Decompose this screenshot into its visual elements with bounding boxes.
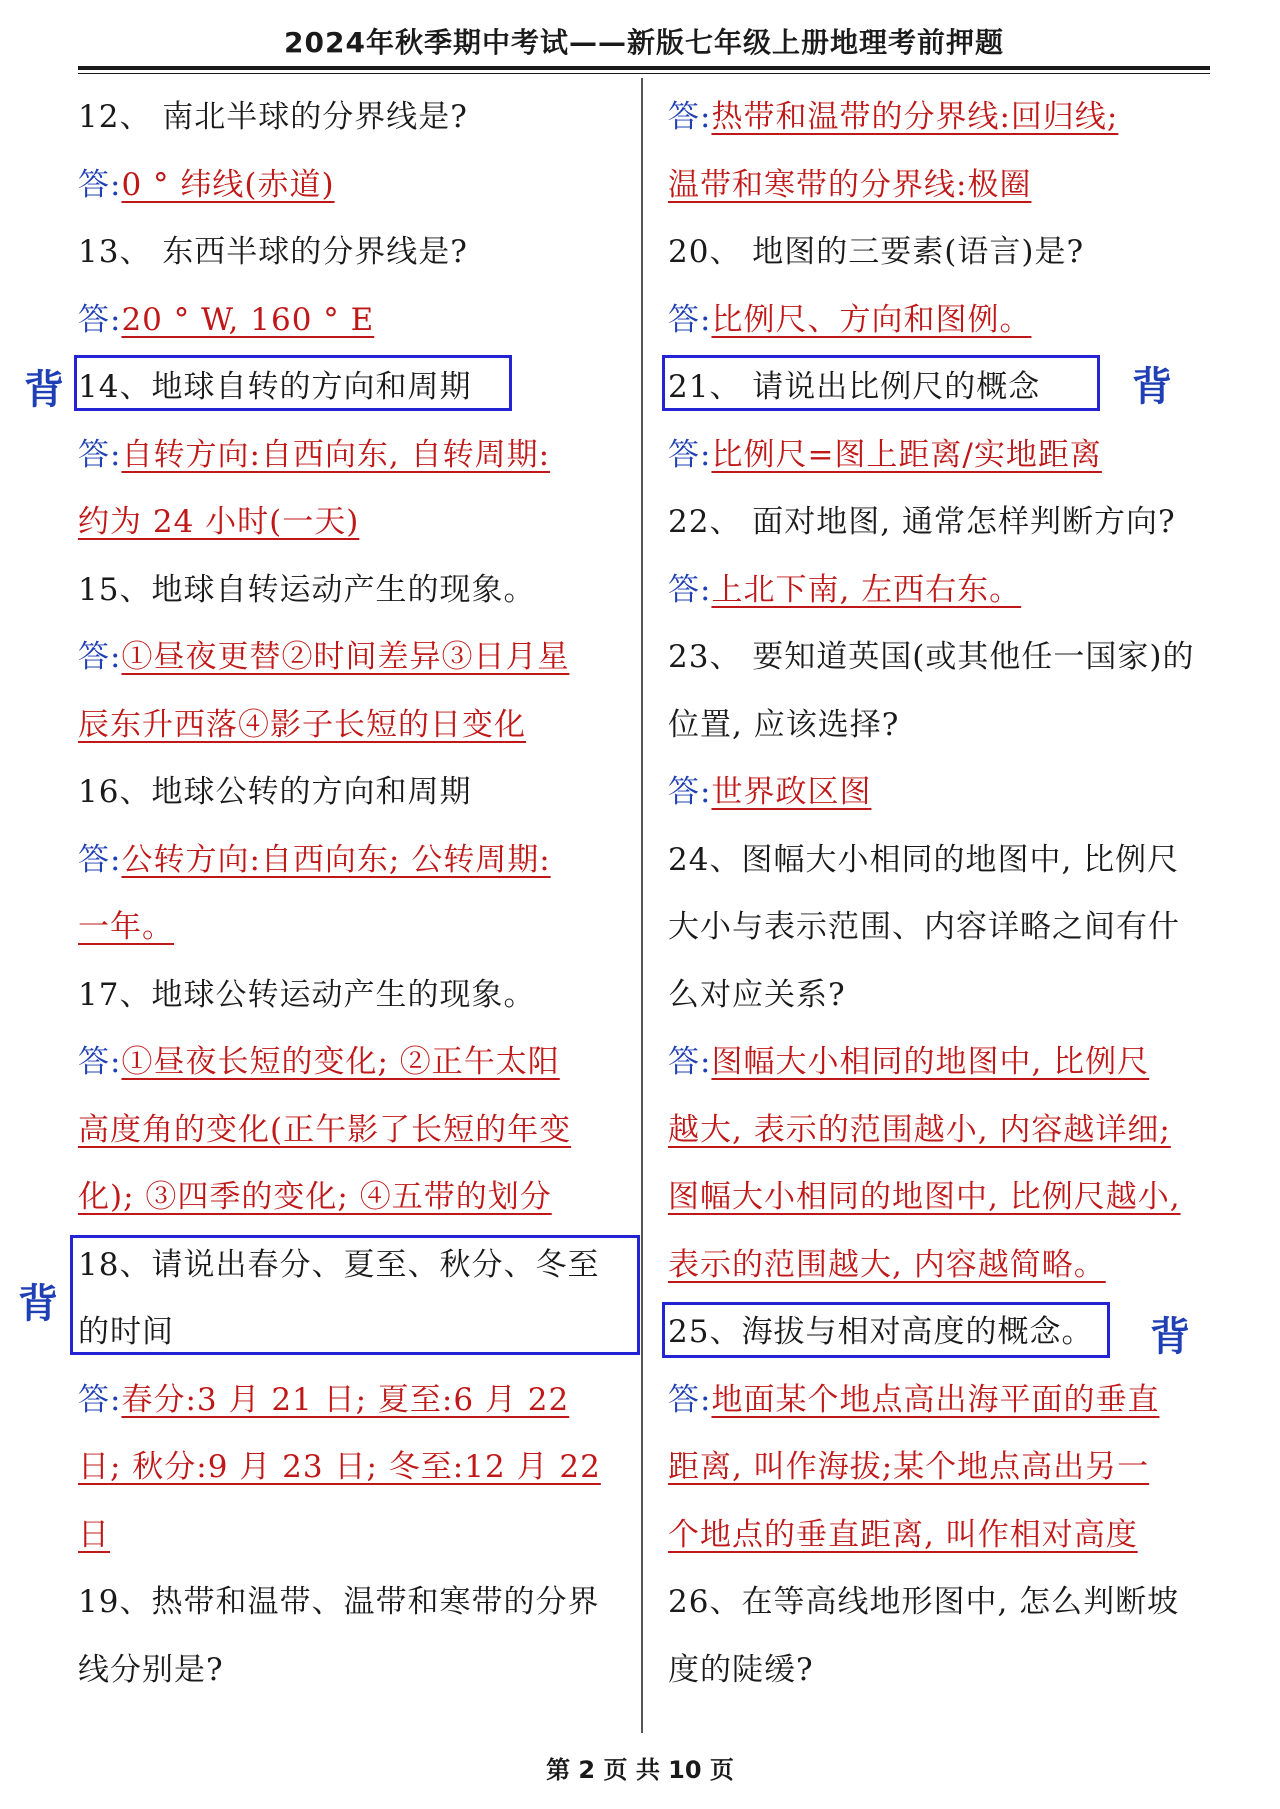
question-text: 21、 请说出比例尺的概念 [668, 369, 1041, 405]
answer-label: 答: [668, 571, 712, 608]
question-line [668, 1637, 1228, 1705]
question-text: 15、地球自转运动产生的现象。 [78, 571, 536, 608]
question-line [78, 1569, 626, 1637]
answer-line [78, 1434, 626, 1502]
question-line [78, 1637, 626, 1705]
question-line [78, 759, 626, 827]
highlight-box-q21 [662, 355, 1100, 411]
question-line [78, 962, 626, 1030]
answer-label: 答: [668, 99, 712, 135]
question-text: 大小与表示范围、内容详略之间有什 [668, 909, 1180, 945]
answer-text: 图幅大小相同的地图中, 比例尺越小, [668, 1179, 1181, 1215]
answer-text: 越大, 表示的范围越小, 内容越详细; [668, 1111, 1171, 1148]
answer-text: 20 ° W, 160 ° E [121, 301, 375, 338]
answer-text: 0 ° 纬线(赤道) [121, 166, 335, 203]
highlight-box-q14 [74, 355, 512, 411]
question-text: 24、图幅大小相同的地图中, 比例尺 [668, 841, 1180, 878]
answer-text: 自转方向:自西向东, 自转周期: [121, 436, 551, 473]
answer-label: 答: [78, 436, 122, 473]
answer-line [668, 1434, 1228, 1502]
answer-line [668, 1502, 1228, 1570]
answer-line [668, 287, 1228, 355]
question-text: 18、请说出春分、夏至、秋分、冬至 [78, 1246, 600, 1283]
answer-label: 答: [78, 1381, 122, 1418]
question-text: 14、地球自转的方向和周期 [78, 369, 472, 405]
answer-label: 答: [668, 301, 712, 338]
question-line [668, 692, 1228, 760]
answer-text: 比例尺、方向和图例。 [711, 301, 1032, 338]
answer-line [78, 1029, 626, 1097]
answer-text: 上北下南, 左西右东。 [711, 571, 1022, 608]
answer-line [78, 1367, 626, 1435]
answer-text: 约为 24 小时(一天) [78, 504, 360, 540]
answer-label: 答: [78, 1044, 122, 1080]
answer-line [78, 1502, 626, 1570]
page-footer: 第 2 页 共 10 页 [546, 1756, 734, 1784]
answer-label: 答: [78, 166, 122, 203]
answer-line [668, 1097, 1228, 1165]
answer-text: 世界政区图 [711, 774, 872, 810]
question-text: 线分别是? [78, 1651, 224, 1688]
memorize-mark: 背 [18, 1280, 58, 1327]
answer-text: 热带和温带的分界线:回归线; [711, 99, 1119, 135]
memorize-mark: 背 [1132, 363, 1172, 410]
answer-line [78, 422, 626, 490]
header-rule [78, 66, 1210, 70]
question-text: 17、地球公转运动产生的现象。 [78, 976, 536, 1013]
question-text: 的时间 [78, 1314, 174, 1350]
question-line [668, 219, 1228, 287]
answer-text: 个地点的垂直距离, 叫作相对高度 [668, 1516, 1138, 1553]
question-text: 度的陡缓? [668, 1651, 814, 1688]
question-text: 23、 要知道英国(或其他任一国家)的 [668, 639, 1195, 675]
answer-line [668, 557, 1228, 625]
answer-text: 日 [78, 1516, 110, 1553]
answer-line [78, 692, 626, 760]
answer-line [668, 1367, 1228, 1435]
question-line [668, 894, 1228, 962]
question-text: 25、海拔与相对高度的概念。 [668, 1314, 1094, 1350]
answer-label: 答: [668, 436, 712, 473]
answer-text: 日; 秋分:9 月 23 日; 冬至:12 月 22 [78, 1449, 601, 1485]
question-line [78, 557, 626, 625]
answer-label: 答: [668, 1381, 712, 1418]
answer-line [668, 1232, 1228, 1300]
answer-label: 答: [668, 1044, 712, 1080]
answer-line [668, 422, 1228, 490]
highlight-box-q25 [662, 1302, 1110, 1358]
question-text: 26、在等高线地形图中, 怎么判断坡 [668, 1584, 1180, 1620]
answer-line [668, 1029, 1228, 1097]
answer-text: 化); ③四季的变化; ④五带的划分 [78, 1179, 552, 1215]
answer-text: ①昼夜长短的变化; ②正午太阳 [121, 1044, 560, 1080]
answer-line [668, 1164, 1228, 1232]
question-line [668, 962, 1228, 1030]
question-text: 22、 面对地图, 通常怎样判断方向? [668, 504, 1176, 540]
answer-line [668, 84, 1228, 152]
question-text: 16、地球公转的方向和周期 [78, 774, 472, 810]
question-line [668, 1569, 1228, 1637]
answer-line [78, 827, 626, 895]
answer-text: ①昼夜更替②时间差异③日月星 [121, 639, 570, 675]
question-text: 19、热带和温带、温带和寒带的分界 [78, 1584, 600, 1620]
answer-text: 图幅大小相同的地图中, 比例尺 [711, 1044, 1150, 1080]
answer-text: 辰东升西落④影子长短的日变化 [78, 706, 526, 743]
memorize-mark: 背 [24, 366, 64, 413]
column-divider [641, 78, 643, 1733]
answer-line [78, 152, 626, 220]
answer-text: 温带和寒带的分界线:极圈 [668, 166, 1032, 203]
answer-line [668, 759, 1228, 827]
answer-text: 一年。 [78, 909, 174, 945]
answer-line [78, 1097, 626, 1165]
answer-text: 表示的范围越大, 内容越简略。 [668, 1246, 1106, 1283]
question-text: 12、 南北半球的分界线是? [78, 99, 468, 135]
question-text: 20、 地图的三要素(语言)是? [668, 234, 1085, 270]
answer-text: 春分:3 月 21 日; 夏至:6 月 22 [121, 1381, 570, 1418]
highlight-box-q18 [70, 1235, 640, 1355]
answer-line [78, 624, 626, 692]
answer-text: 高度角的变化(正午影了长短的年变 [78, 1111, 572, 1148]
question-line [668, 827, 1228, 895]
question-line [78, 84, 626, 152]
answer-label: 答: [78, 639, 122, 675]
question-text: 13、 东西半球的分界线是? [78, 234, 468, 270]
left-column [78, 84, 626, 1704]
answer-line [78, 287, 626, 355]
answer-line [668, 152, 1228, 220]
answer-label: 答: [78, 301, 122, 338]
answer-text: 距离, 叫作海拔;某个地点高出另一 [668, 1449, 1150, 1485]
answer-label: 答: [78, 841, 122, 878]
document-title: 2024年秋季期中考试——新版七年级上册地理考前押题 [284, 26, 1004, 59]
question-line [78, 219, 626, 287]
answer-text: 比例尺=图上距离/实地距离 [711, 436, 1102, 473]
memorize-mark: 背 [1150, 1313, 1190, 1360]
question-line [668, 489, 1228, 557]
answer-label: 答: [668, 774, 712, 810]
answer-line [78, 894, 626, 962]
answer-line [78, 1164, 626, 1232]
header-rule-thin [78, 73, 1210, 74]
question-text: 位置, 应该选择? [668, 706, 900, 743]
question-line [668, 624, 1228, 692]
answer-line [78, 489, 626, 557]
right-column [668, 84, 1228, 1704]
answer-text: 公转方向:自西向东; 公转周期: [121, 841, 551, 878]
question-text: 么对应关系? [668, 976, 846, 1013]
answer-text: 地面某个地点高出海平面的垂直 [711, 1381, 1160, 1418]
